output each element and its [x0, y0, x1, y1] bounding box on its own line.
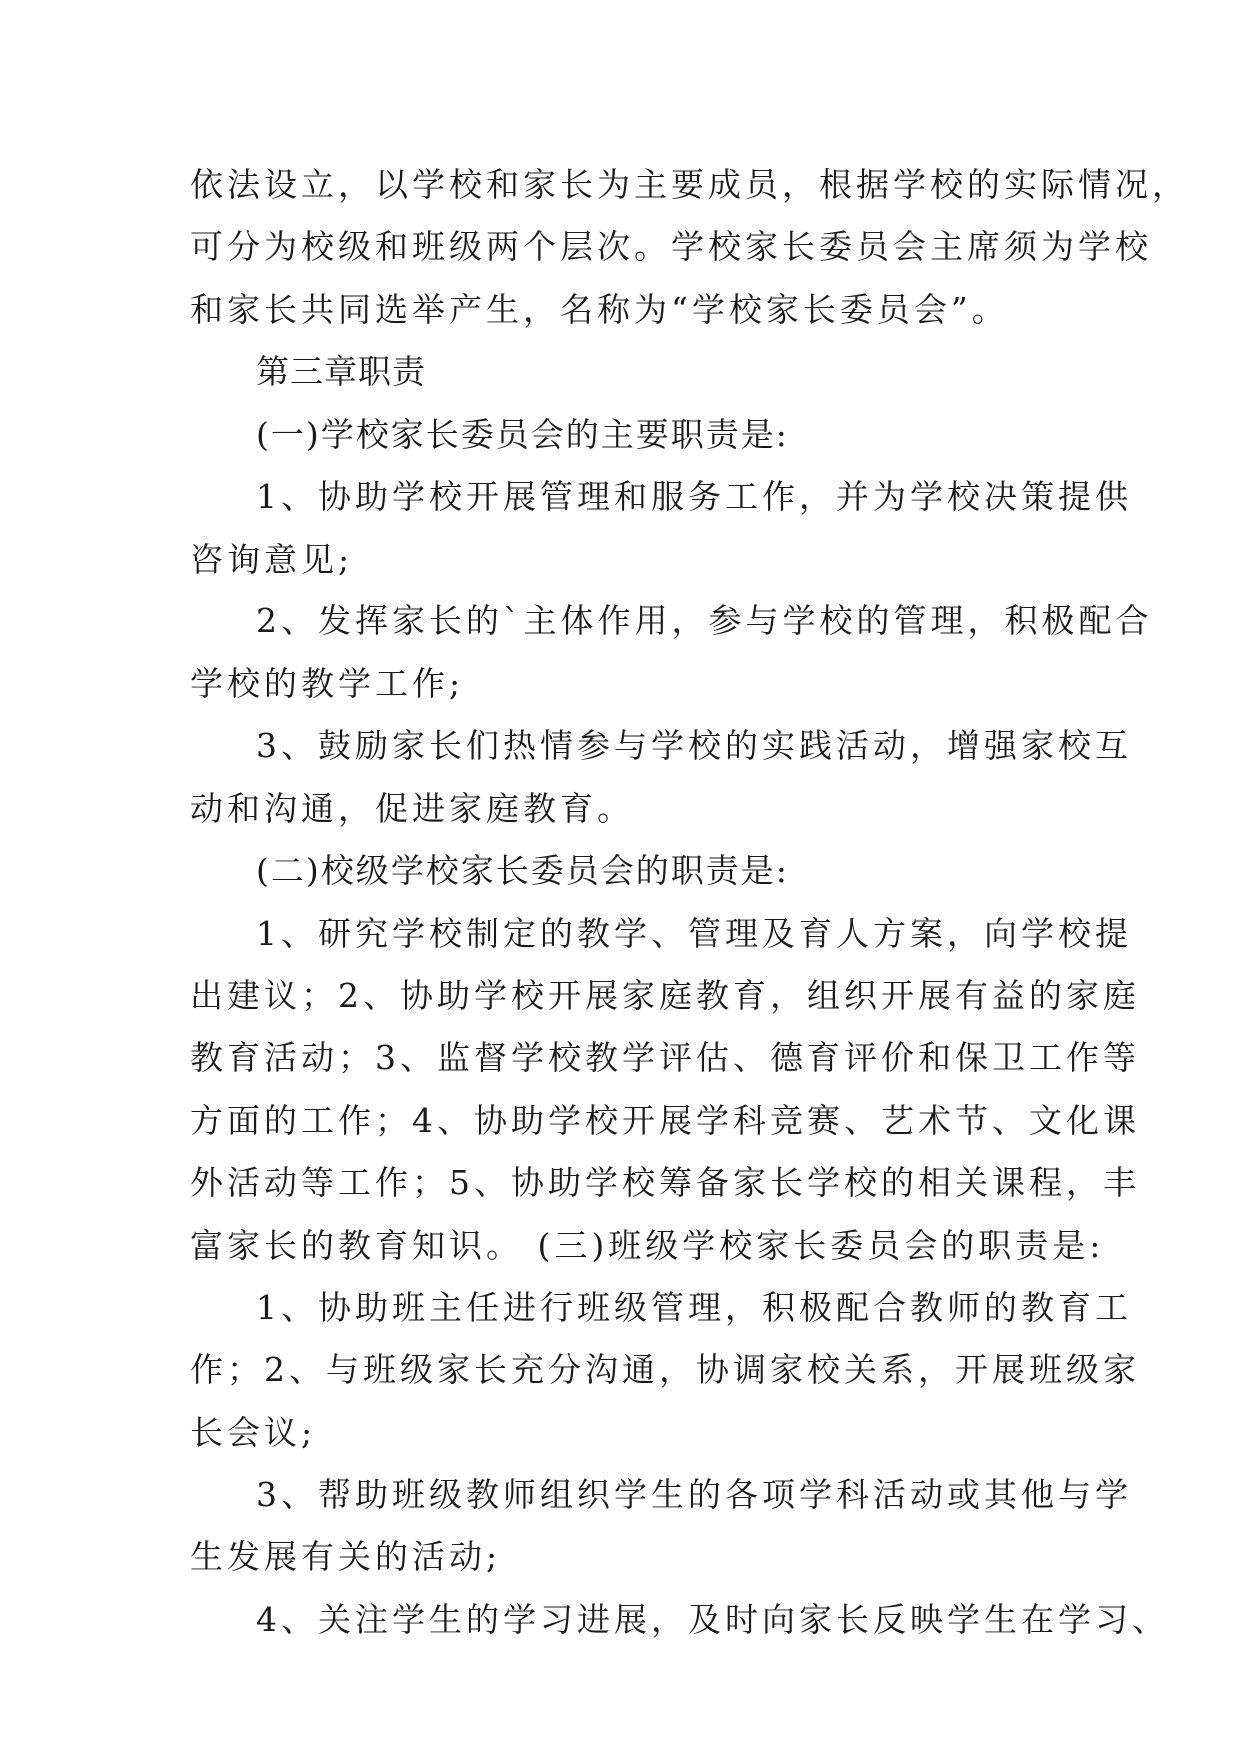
paragraph-line: 咨询意见;: [190, 540, 354, 579]
paragraph-line: 和家长共同选举产生，名称为“学校家长委员会”。: [190, 290, 1009, 329]
paragraph-line: 外活动等工作；5、协助学校筹备家长学校的相关课程，丰: [190, 1163, 1140, 1202]
paragraph-line: 富家长的教育知识。 (三)班级学校家长委员会的职责是:: [190, 1226, 1105, 1265]
paragraph-line: 方面的工作；4、协助学校开展学科竞赛、艺术节、文化课: [190, 1101, 1140, 1140]
paragraph-line: 3、鼓励家长们热情参与学校的实践活动，增强家校互: [256, 726, 1132, 765]
paragraph-line: 作；2、与班级家长充分沟通，协调家校关系，开展班级家: [190, 1350, 1140, 1389]
paragraph-line: 学校的教学工作;: [190, 664, 465, 703]
paragraph-line: 出建议；2、协助学校开展家庭教育，组织开展有益的家庭: [190, 976, 1140, 1015]
paragraph-line: 2、发挥家长的`主体作用，参与学校的管理，积极配合: [256, 601, 1153, 640]
paragraph-line: 生发展有关的活动;: [190, 1537, 502, 1576]
paragraph-line: 3、帮助班级教师组织学生的各项学科活动或其他与学: [256, 1475, 1132, 1514]
paragraph-line: 1、协助班主任进行班级管理，积极配合教师的教育工: [256, 1288, 1132, 1327]
paragraph-line: 长会议;: [190, 1413, 317, 1452]
paragraph-line: 教育活动；3、监督学校教学评估、德育评价和保卫工作等: [190, 1038, 1140, 1077]
chapter-heading: 第三章职责: [256, 352, 426, 391]
paragraph-line: 动和沟通，促进家庭教育。: [190, 789, 634, 828]
paragraph-line: 依法设立，以学校和家长为主要成员，根据学校的实际情况，: [190, 165, 1189, 204]
paragraph-line: 1、协助学校开展管理和服务工作，并为学校决策提供: [256, 477, 1132, 516]
section-heading: (一)学校家长委员会的主要职责是:: [256, 415, 789, 454]
section-heading: (二)校级学校家长委员会的职责是:: [256, 851, 789, 890]
paragraph-line: 4、关注学生的学习进展，及时向家长反映学生在学习、: [256, 1600, 1169, 1639]
paragraph-line: 可分为校级和班级两个层次。学校家长委员会主席须为学校: [190, 227, 1152, 266]
paragraph-line: 1、研究学校制定的教学、管理及育人方案，向学校提: [256, 914, 1132, 953]
